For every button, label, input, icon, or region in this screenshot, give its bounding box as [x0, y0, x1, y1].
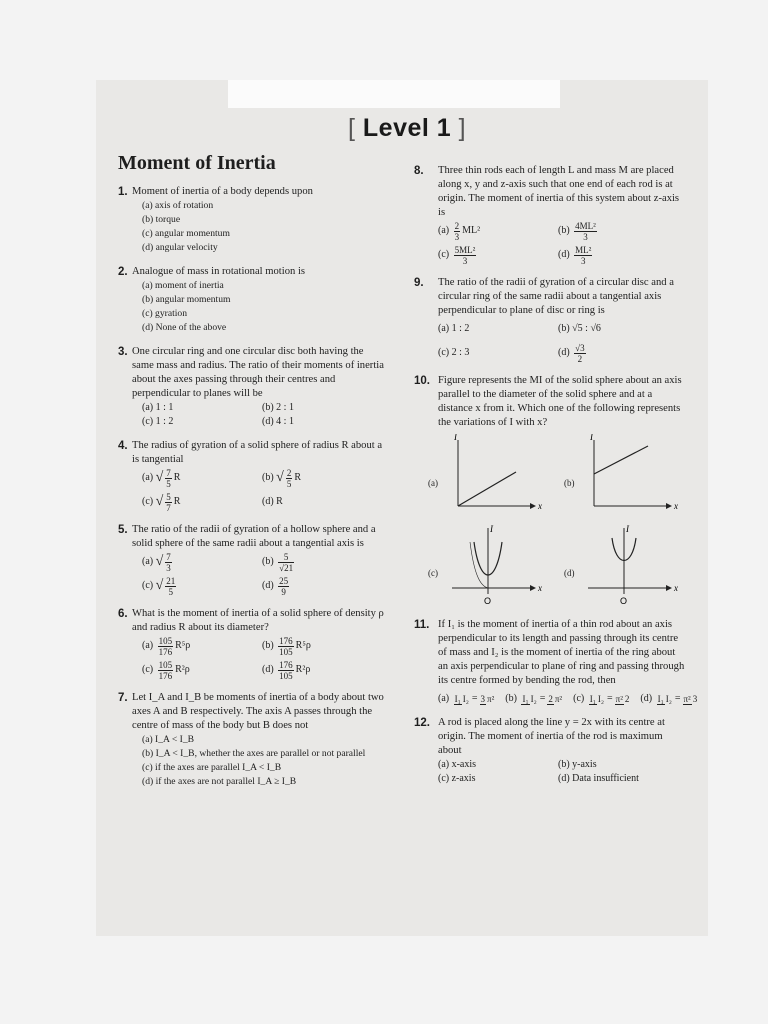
- option-d: (d) $\frac{176}{105}$ R²ρ: [262, 659, 311, 681]
- question-12: [414, 716, 686, 786]
- option-c: (c) 2 : 3: [438, 347, 470, 358]
- options: [414, 758, 686, 786]
- option-d: (d) $\frac{√3}{2}$: [558, 342, 585, 364]
- header-band: [228, 80, 560, 108]
- question-number: 5.: [118, 524, 128, 536]
- option-c: (c) $\frac{105}{176}$ R²ρ: [142, 659, 190, 681]
- option-b: (b) $\frac{\text{4ML²}}{3}$: [558, 220, 596, 242]
- option-a: (a) x-axis: [438, 759, 477, 770]
- graph-d-plot: [580, 524, 690, 608]
- option-d: (d) if the axes are not parallel I_A ≥ I_B: [142, 776, 297, 787]
- option-c: (c) √ $\frac{5}{7}$ R: [142, 491, 181, 513]
- bracket-right: ]: [451, 114, 467, 142]
- option-b: (b) √ $\frac{2}{5}$ R: [262, 467, 302, 489]
- option-a: (a) √ $\frac{7}{3}$: [142, 551, 171, 573]
- option-d: (d) None of the above: [142, 322, 227, 333]
- level-heading: [348, 114, 466, 143]
- option-a: (a) moment of inertia: [142, 280, 224, 291]
- graph-a-plot: [444, 434, 554, 518]
- options: [118, 551, 386, 597]
- question-stem: Moment of inertia of a body depends upon: [132, 186, 313, 197]
- question-stem: What is the moment of inertia of a solid sphere of density ρ and radius R about its diameter?: [132, 608, 384, 633]
- options: [414, 220, 686, 266]
- question-4: [118, 439, 386, 513]
- option-a: (a) axis of rotation: [142, 200, 214, 211]
- question-7: [118, 691, 386, 789]
- question-number: 4.: [118, 440, 128, 452]
- option-b: (b) √5 : √6: [558, 323, 601, 334]
- option-b: (b) 2 : 1: [262, 402, 294, 413]
- x-axis-label: x: [674, 583, 678, 593]
- graph-label: (a): [428, 478, 438, 488]
- option-c: (c) I₁ I₂ = π² 2: [573, 693, 630, 704]
- origin-label: O: [484, 596, 492, 606]
- book-page: [96, 80, 708, 936]
- option-d: (d) $\frac{25}{9}$: [262, 575, 289, 597]
- question-stem: The radius of gyration of a solid sphere of radius R about a is tangential: [132, 440, 383, 465]
- section-title: Moment of Inertia: [118, 152, 276, 174]
- x-axis-label: x: [674, 501, 678, 511]
- options: [118, 199, 386, 255]
- level-text: Level 1: [362, 114, 452, 142]
- graph-c: [428, 524, 558, 608]
- question-8: [414, 164, 686, 266]
- options: [118, 279, 386, 335]
- option-b: (b) torque: [142, 214, 181, 225]
- question-stem: Analogue of mass in rotational motion is: [132, 266, 306, 277]
- question-3: [118, 345, 386, 429]
- option-c: (c) z-axis: [438, 773, 476, 784]
- graph-a: [428, 434, 558, 518]
- question-stem: Let I_A and I_B be moments of inertia of a body about two axes A and B respectively. The axis A passes through the centre of mass of the body but B does not: [132, 692, 384, 731]
- graph-b: [564, 434, 694, 518]
- option-a: (a) 1 : 2: [438, 323, 470, 334]
- graph-label: (b): [564, 478, 575, 488]
- option-c: (c) gyration: [142, 308, 188, 319]
- graph-options: [414, 434, 686, 608]
- option-a: (a) $\frac{2}{3}$ ML²: [438, 220, 481, 242]
- question-number: 3.: [118, 346, 128, 358]
- y-axis-label: I: [490, 524, 493, 534]
- graph-b-curve: [594, 446, 648, 474]
- option-d: (d) $\frac{\text{ML²}}{3}$: [558, 244, 592, 266]
- option-d: (d) angular velocity: [142, 242, 218, 253]
- question-stem: Figure represents the MI of the solid sphere about an axis parallel to the diameter of the solid sphere and at a distance x from it. Which one of the following represents the variations of I with x?: [438, 375, 682, 428]
- options: [414, 692, 698, 706]
- option-a: (a) √ $\frac{7}{5}$ R: [142, 467, 181, 489]
- question-10: [414, 374, 686, 608]
- left-column: [118, 152, 386, 799]
- x-axis-label: x: [538, 583, 542, 593]
- question-stem: If I₁ is the moment of inertia of a thin rod about an axis perpendicular to its length and passing through its centre of mass and I₂ is the moment of inertia of the ring about an axis perpendicular to plane of ring and passing through its centre formed by bending the rod, then: [438, 619, 685, 686]
- question-9: [414, 276, 686, 364]
- option-d: (d) I₁ I₂ = π² 3: [640, 693, 698, 704]
- option-c: (c) $\frac{\text{5ML²}}{3}$: [438, 244, 476, 266]
- question-2: [118, 265, 386, 335]
- option-a: (a) I₁ I₂ = 3 π²: [438, 693, 495, 704]
- y-axis-label: I: [590, 434, 593, 442]
- option-b: (b) $\frac{176}{105}$ R⁵ρ: [262, 635, 311, 657]
- question-number: 11.: [414, 619, 430, 631]
- right-column: [414, 164, 698, 796]
- options: [118, 733, 386, 789]
- options: [118, 635, 386, 681]
- bracket-left: [: [348, 114, 363, 142]
- options: [414, 318, 686, 364]
- question-number: 8.: [414, 165, 424, 177]
- question-number: 2.: [118, 266, 128, 278]
- graph-d: [564, 524, 694, 608]
- option-b: (b) I_A < I_B, whether the axes are parallel or not parallel: [142, 748, 366, 759]
- question-number: 7.: [118, 692, 128, 704]
- options: [118, 467, 386, 513]
- question-stem: One circular ring and one circular disc both having the same mass and radius. The ratio of their moments of inertia about the axes passing through their centres and perpendicular to planes will be: [132, 346, 384, 399]
- y-axis-label: I: [454, 434, 457, 442]
- question-number: 12.: [414, 717, 430, 729]
- question-number: 9.: [414, 277, 424, 289]
- origin-label: O: [620, 596, 628, 606]
- x-axis-label: x: [538, 501, 542, 511]
- question-1: [118, 185, 386, 255]
- graph-c-plot: [444, 524, 554, 608]
- option-c: (c) if the axes are parallel I_A < I_B: [142, 762, 282, 773]
- option-c: (c) angular momentum: [142, 228, 230, 239]
- question-stem: The ratio of the radii of gyration of a circular disc and a circular ring of the same radii about a tangential axis perpendicular to plane of disc or ring is: [438, 277, 674, 316]
- option-b: (b) $\frac{5}{√21}$: [262, 551, 294, 573]
- question-stem: The ratio of the radii of gyration of a hollow sphere and a solid sphere of the same radii about a tangential axis is: [132, 524, 376, 549]
- question-6: [118, 607, 386, 681]
- option-b: (b) I₁ I₂ = 2 π²: [505, 693, 563, 704]
- option-a: (a) $\frac{105}{176}$ R⁵ρ: [142, 635, 191, 657]
- graph-a-curve: [458, 472, 516, 506]
- option-a: (a) 1 : 1: [142, 402, 174, 413]
- option-d: (d) 4 : 1: [262, 416, 294, 427]
- option-a: (a) I_A < I_B: [142, 734, 195, 745]
- graph-label: (c): [428, 568, 438, 578]
- graph-b-plot: [580, 434, 690, 518]
- option-b: (b) y-axis: [558, 759, 597, 770]
- question-number: 1.: [118, 186, 128, 198]
- option-d: (d) Data insufficient: [558, 773, 639, 784]
- question-number: 6.: [118, 608, 128, 620]
- y-axis-label: I: [626, 524, 629, 534]
- question-5: [118, 523, 386, 597]
- option-c: (c) √ $\frac{21}{5}$: [142, 575, 176, 597]
- question-number: 10.: [414, 375, 430, 387]
- option-b: (b) angular momentum: [142, 294, 231, 305]
- option-d: (d) R: [262, 496, 283, 507]
- graph-label: (d): [564, 568, 575, 578]
- question-stem: Three thin rods each of length L and mass M are placed along x, y and z-axis such that one end of each rod is at origin. The moment of inertia of this system about z-axis is: [438, 165, 680, 218]
- question-11: [414, 618, 698, 706]
- option-c: (c) 1 : 2: [142, 416, 174, 427]
- question-stem: A rod is placed along the line y = 2x with its centre at origin. The moment of inertia of the rod is maximum about: [438, 717, 665, 756]
- options: [118, 401, 386, 429]
